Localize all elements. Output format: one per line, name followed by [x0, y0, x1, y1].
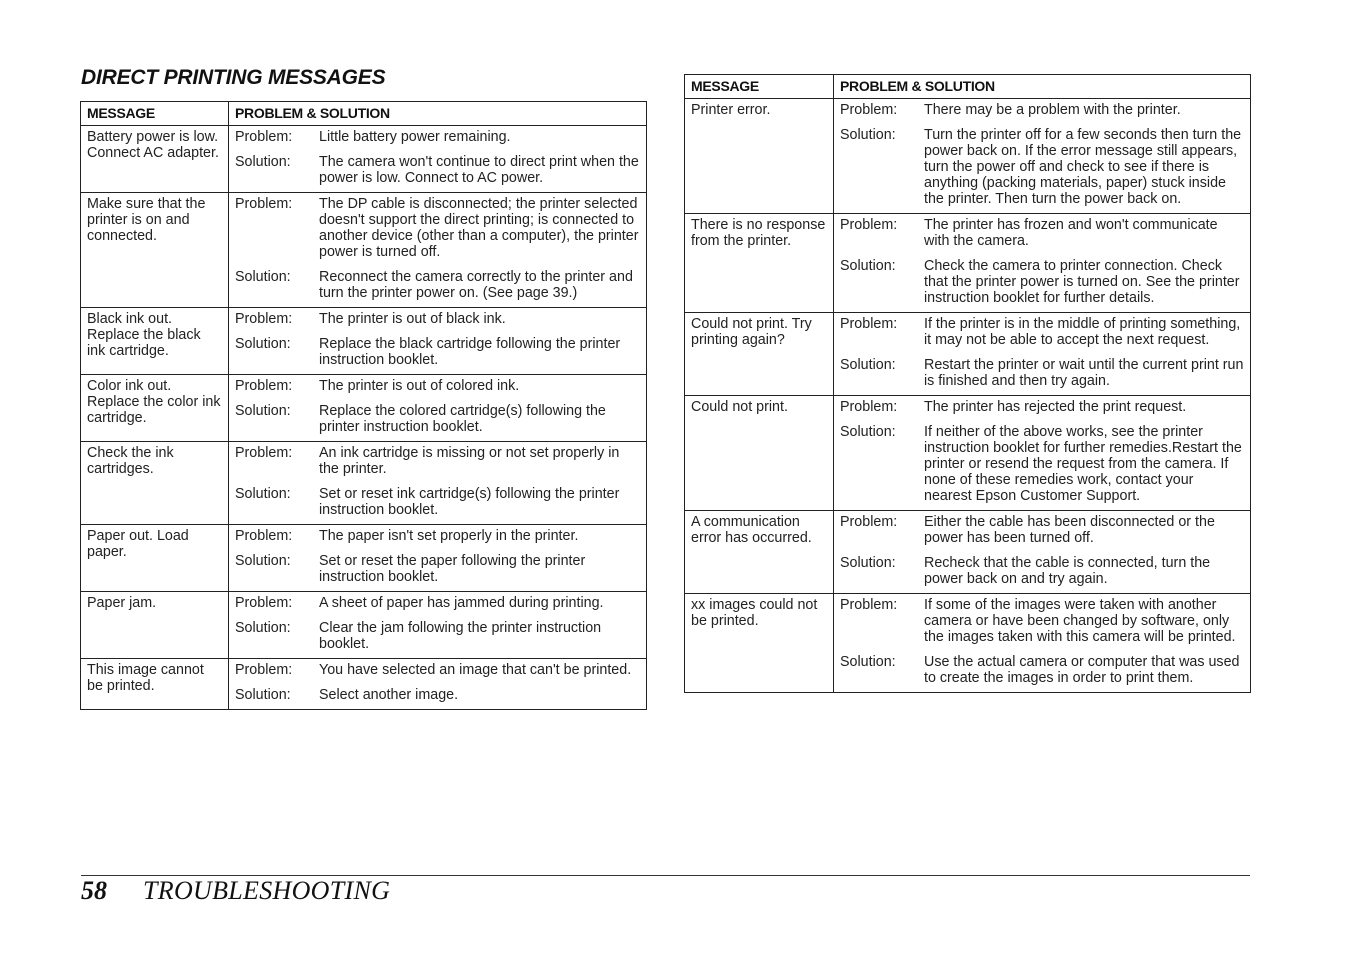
right-messages-table	[684, 74, 1251, 693]
message-column-header: MESSAGE	[81, 102, 229, 126]
table-row	[685, 594, 1251, 693]
solution-text: Replace the colored cartridge(s) following the printer instruction booklet.	[319, 403, 606, 435]
solution-line	[840, 424, 1244, 504]
table-header-row	[685, 75, 1251, 99]
problem-text: The printer is out of black ink.	[319, 311, 506, 327]
error-message-text: Could not print. Try printing again?	[685, 313, 834, 396]
solution-text: Recheck that the cable is connected, turn the power back on and try again.	[924, 555, 1211, 587]
problem-solution-cell	[834, 396, 1251, 511]
solution-line	[235, 486, 640, 518]
table-row	[685, 396, 1251, 511]
problem-label: Problem:	[840, 399, 898, 415]
problem-text: There may be a problem with the printer.	[924, 102, 1181, 118]
problem-text: The paper isn't set properly in the printer.	[319, 528, 579, 544]
solution-text: Use the actual camera or computer that was used to create the images in order to print them.	[924, 654, 1240, 686]
solution-line	[235, 336, 640, 368]
solution-label: Solution:	[235, 553, 291, 569]
solution-label: Solution:	[840, 424, 896, 440]
solution-text: Restart the printer or wait until the current print run is finished and then try again.	[924, 357, 1244, 389]
left-messages-table	[80, 101, 647, 710]
problem-solution-cell	[834, 313, 1251, 396]
problem-label: Problem:	[235, 662, 293, 678]
solution-line	[840, 357, 1244, 389]
problem-label: Problem:	[235, 528, 293, 544]
table-row	[81, 659, 647, 710]
problem-line	[235, 445, 640, 477]
solution-label: Solution:	[235, 336, 291, 352]
solution-line	[840, 127, 1244, 207]
problem-text: The printer has frozen and won't communicate with the camera.	[924, 217, 1218, 249]
error-message-text: This image cannot be printed.	[81, 659, 229, 710]
problem-label: Problem:	[840, 102, 898, 118]
solution-text: Reconnect the camera correctly to the printer and turn the printer power on. (See page 39.)	[319, 269, 633, 301]
problem-solution-cell	[834, 214, 1251, 313]
problem-text: A sheet of paper has jammed during printing.	[319, 595, 604, 611]
problem-label: Problem:	[235, 129, 293, 145]
problem-solution-cell	[229, 592, 647, 659]
problem-line	[840, 514, 1244, 546]
solution-label: Solution:	[235, 269, 291, 285]
solution-text: Replace the black cartridge following the printer instruction booklet.	[319, 336, 621, 368]
problem-label: Problem:	[235, 595, 293, 611]
solution-line	[235, 687, 640, 703]
solution-text: Set or reset ink cartridge(s) following the printer instruction booklet.	[319, 486, 620, 518]
table-row	[81, 375, 647, 442]
solution-label: Solution:	[840, 357, 896, 373]
problem-text: An ink cartridge is missing or not set properly in the printer.	[319, 445, 620, 477]
running-head: TROUBLESHOOTING	[143, 876, 391, 905]
solution-line	[235, 620, 640, 652]
problem-text: If the printer is in the middle of printing something, it may not be able to accept the next request.	[924, 316, 1241, 348]
solution-label: Solution:	[235, 687, 291, 703]
table-row	[81, 308, 647, 375]
problem-solution-column-header: PROBLEM & SOLUTION	[834, 75, 1251, 99]
solution-line	[235, 154, 640, 186]
solution-line	[840, 555, 1244, 587]
problem-solution-cell	[834, 99, 1251, 214]
error-message-text: There is no response from the printer.	[685, 214, 834, 313]
error-message-text: Color ink out. Replace the color ink cartridge.	[81, 375, 229, 442]
problem-solution-cell	[229, 375, 647, 442]
problem-line	[840, 217, 1244, 249]
problem-text: The printer has rejected the print request.	[924, 399, 1187, 415]
table-header-row	[81, 102, 647, 126]
solution-label: Solution:	[235, 620, 291, 636]
problem-text: Little battery power remaining.	[319, 129, 511, 145]
problem-line	[235, 196, 640, 260]
table-row	[685, 511, 1251, 594]
error-message-text: Black ink out. Replace the black ink cartridge.	[81, 308, 229, 375]
solution-line	[235, 553, 640, 585]
message-column-header: MESSAGE	[685, 75, 834, 99]
problem-line	[235, 528, 640, 544]
problem-line	[840, 102, 1244, 118]
problem-line	[840, 316, 1244, 348]
problem-label: Problem:	[235, 196, 293, 212]
error-message-text: Paper out. Load paper.	[81, 525, 229, 592]
problem-label: Problem:	[840, 514, 898, 530]
problem-solution-cell	[229, 193, 647, 308]
problem-solution-cell	[229, 525, 647, 592]
error-message-text: Check the ink cartridges.	[81, 442, 229, 525]
problem-solution-cell	[834, 511, 1251, 594]
error-message-text: Printer error.	[685, 99, 834, 214]
error-message-text: A communication error has occurred.	[685, 511, 834, 594]
problem-label: Problem:	[840, 597, 898, 613]
table-row	[81, 126, 647, 193]
error-message-text: Battery power is low. Connect AC adapter.	[81, 126, 229, 193]
problem-label: Problem:	[235, 311, 293, 327]
error-message-text: Paper jam.	[81, 592, 229, 659]
solution-text: The camera won't continue to direct print when the power is low. Connect to AC power.	[319, 154, 639, 186]
table-row	[81, 525, 647, 592]
problem-solution-cell	[229, 308, 647, 375]
problem-line	[235, 129, 640, 145]
section-title: DIRECT PRINTING MESSAGES	[81, 66, 386, 89]
problem-label: Problem:	[840, 316, 898, 332]
problem-line	[235, 311, 640, 327]
table-row	[685, 214, 1251, 313]
solution-label: Solution:	[235, 154, 291, 170]
error-message-text: Could not print.	[685, 396, 834, 511]
problem-text: Either the cable has been disconnected or the power has been turned off.	[924, 514, 1215, 546]
table-row	[81, 193, 647, 308]
problem-line	[840, 597, 1244, 645]
solution-line	[840, 654, 1244, 686]
solution-label: Solution:	[840, 654, 896, 670]
table-row	[685, 99, 1251, 214]
problem-solution-cell	[229, 126, 647, 193]
solution-text: Select another image.	[319, 687, 459, 703]
solution-label: Solution:	[840, 555, 896, 571]
problem-text: You have selected an image that can't be printed.	[319, 662, 632, 678]
problem-text: If some of the images were taken with another camera or have been changed by software, only the images taken with this camera will be printed.	[924, 597, 1236, 645]
problem-solution-column-header: PROBLEM & SOLUTION	[229, 102, 647, 126]
solution-label: Solution:	[235, 486, 291, 502]
problem-label: Problem:	[235, 378, 293, 394]
problem-label: Problem:	[840, 217, 898, 233]
table-row	[81, 442, 647, 525]
problem-text: The DP cable is disconnected; the printer selected doesn't support the direct printing; is connected to another device (other than a computer), the printer power is turned off.	[319, 196, 639, 260]
solution-label: Solution:	[235, 403, 291, 419]
problem-text: The printer is out of colored ink.	[319, 378, 520, 394]
solution-text: Clear the jam following the printer instruction booklet.	[319, 620, 602, 652]
solution-text: Check the camera to printer connection. Check that the printer power is turned on. See the printer instruction booklet for further details.	[924, 258, 1240, 306]
problem-line	[235, 595, 640, 611]
problem-label: Problem:	[235, 445, 293, 461]
solution-label: Solution:	[840, 127, 896, 143]
error-message-text: xx images could not be printed.	[685, 594, 834, 693]
page-number: 58	[81, 876, 107, 905]
error-message-text: Make sure that the printer is on and connected.	[81, 193, 229, 308]
problem-line	[235, 662, 640, 678]
solution-label: Solution:	[840, 258, 896, 274]
problem-solution-cell	[834, 594, 1251, 693]
solution-text: Set or reset the paper following the printer instruction booklet.	[319, 553, 586, 585]
problem-solution-cell	[229, 442, 647, 525]
problem-line	[235, 378, 640, 394]
solution-line	[235, 269, 640, 301]
solution-text: If neither of the above works, see the printer instruction booklet for further remedies.Restart the printer or resend the request from the camera. If none of these remedies work, contact your nearest Epson Customer Support.	[924, 424, 1242, 504]
solution-line	[840, 258, 1244, 306]
solution-text: Turn the printer off for a few seconds then turn the power back on. If the error message still appears, turn the power off and check to see if there is anything (packing materials, paper) stuck inside the printer. Then turn the power back on.	[924, 127, 1242, 207]
problem-solution-cell	[229, 659, 647, 710]
problem-line	[840, 399, 1244, 415]
table-row	[81, 592, 647, 659]
solution-line	[235, 403, 640, 435]
table-row	[685, 313, 1251, 396]
